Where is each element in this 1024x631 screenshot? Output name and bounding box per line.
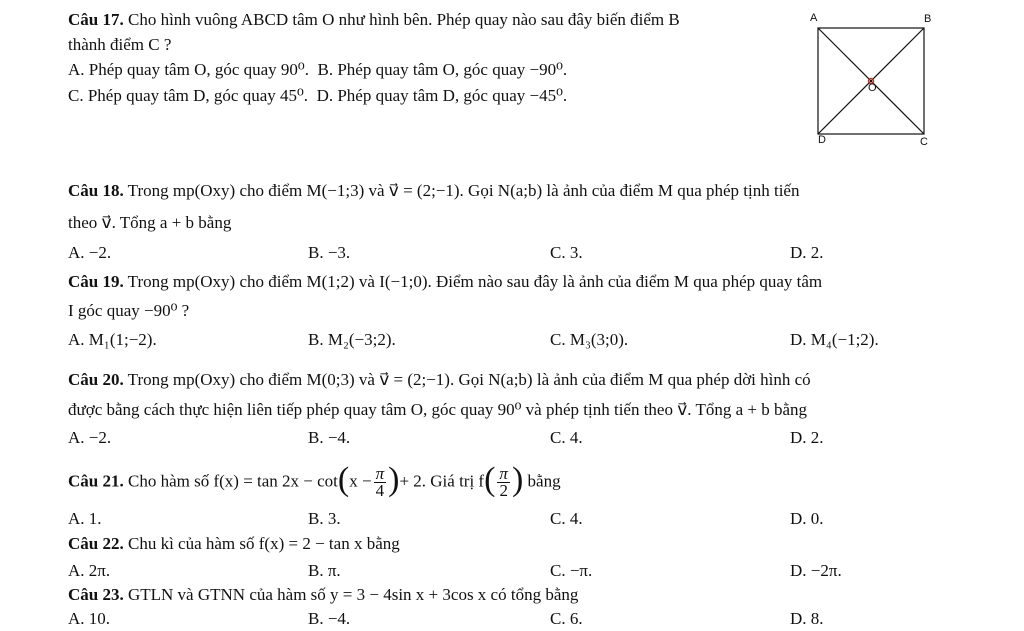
- q17-option-b: B. Phép quay tâm O, góc quay −90⁰.: [317, 60, 568, 79]
- q20-options: [68, 428, 968, 448]
- q21-pre: Cho hàm số f(x) = tan 2x − cot: [123, 471, 338, 491]
- q19-text1: Trong mp(Oxy) cho điểm M(1;2) và I(−1;0). Điểm nào sau đây là ảnh của điểm M qua phép quay tâm: [123, 272, 823, 291]
- q22-option-a: A. 2π.: [68, 561, 111, 580]
- center-label-o: O: [868, 82, 877, 94]
- q17-option-c: C. Phép quay tâm D, góc quay 45⁰.: [68, 86, 309, 105]
- q17-options-row2: [68, 86, 567, 106]
- q21-end: bằng: [527, 471, 561, 491]
- q21-option-a: A. 1.: [68, 509, 102, 528]
- q20-option-d: D. 2.: [790, 428, 824, 447]
- q18-text1: Trong mp(Oxy) cho điểm M(−1;3) và v⃗ = (2;−1). Gọi N(a;b) là ảnh của điểm M qua phép tịnh tiến: [123, 181, 800, 200]
- q22-option-c: C. −π.: [550, 561, 593, 580]
- q22-options: [68, 561, 968, 581]
- q22-option-d: D. −2π.: [790, 561, 842, 580]
- q22-option-b: B. π.: [308, 561, 341, 580]
- q17-line1: [68, 10, 680, 30]
- q18-option-d: D. 2.: [790, 243, 824, 262]
- q20-line1: [68, 370, 811, 390]
- vertex-label-c: C: [920, 136, 928, 148]
- q20-text1: Trong mp(Oxy) cho điểm M(0;3) và v⃗ = (2;−1). Gọi N(a;b) là ảnh của điểm M qua phép dời hình có: [123, 370, 811, 389]
- q17-line2: [68, 35, 171, 55]
- q18-option-c: C. 3.: [550, 243, 583, 262]
- q18-option-a: A. −2.: [68, 243, 112, 262]
- q23-option-c: C. 6.: [550, 609, 583, 628]
- q18-text2: theo v⃗. Tổng a + b bằng: [68, 213, 232, 232]
- square-figure: [808, 8, 948, 150]
- q22-label: Câu 22.: [68, 534, 124, 553]
- q17-label: Câu 17.: [68, 10, 124, 29]
- q21-inner: x −: [349, 471, 372, 491]
- q19-option-a: A. M₁(1;−2).: [68, 330, 157, 349]
- q17-option-d: D. Phép quay tâm D, góc quay −45⁰.: [316, 86, 568, 105]
- vertex-label-b: B: [924, 13, 932, 25]
- q17-text1: Cho hình vuông ABCD tâm O như hình bên. Phép quay nào sau đây biến điểm B: [123, 10, 680, 29]
- q19-option-d: D. M₄(−1;2).: [790, 330, 879, 349]
- q21-frac2-num: π: [499, 464, 508, 483]
- q21-frac2-den: 2: [499, 481, 508, 500]
- q23-text1: GTLN và GTNN của hàm số y = 3 − 4sin x + 3cos x có tổng bằng: [123, 585, 579, 604]
- q21-fraction-pi-over-4: [374, 466, 387, 499]
- q21-fraction-pi-over-2: [497, 466, 510, 499]
- q18-label: Câu 18.: [68, 181, 124, 200]
- q23-option-a: A. 10.: [68, 609, 111, 628]
- q19-label: Câu 19.: [68, 272, 124, 291]
- q23-label: Câu 23.: [68, 585, 124, 604]
- q20-line2: [68, 400, 807, 420]
- q21-label: Câu 21.: [68, 471, 124, 491]
- q20-option-c: C. 4.: [550, 428, 583, 447]
- q21-option-b: B. 3.: [308, 509, 341, 528]
- q18-line1: [68, 181, 799, 201]
- q20-label: Câu 20.: [68, 370, 124, 389]
- q21-frac1-num: π: [375, 464, 385, 483]
- q19-options: [68, 330, 968, 350]
- q21-frac1-den: 4: [375, 481, 385, 500]
- q21-option-d: D. 0.: [790, 509, 824, 528]
- q19-line2: [68, 301, 189, 321]
- q23-option-d: D. 8.: [790, 609, 824, 628]
- q19-text2: I góc quay −90⁰ ?: [68, 301, 190, 320]
- q17-option-a: A. Phép quay tâm O, góc quay 90⁰.: [68, 60, 309, 79]
- q21-option-c: C. 4.: [550, 509, 583, 528]
- q23-option-b: B. −4.: [308, 609, 351, 628]
- q20-text2: được bằng cách thực hiện liên tiếp phép quay tâm O, góc quay 90⁰ và phép tịnh tiến theo v⃗. Tổng a + b bằng: [68, 400, 808, 419]
- q20-option-a: A. −2.: [68, 428, 112, 447]
- q22-line1: [68, 534, 400, 554]
- q22-text1: Chu kì của hàm số f(x) = 2 − tan x bằng: [123, 534, 400, 553]
- square-diagram: [808, 8, 948, 150]
- q18-line2: [68, 213, 231, 233]
- q20-option-b: B. −4.: [308, 428, 351, 447]
- q21-line1: Câu 21. Cho hàm số f(x) = tan 2x − cot(x − $\frac{\pi}{4}$ )+ 2. Giá trị f( $\frac{\pi}{2}$ ) bằng: [68, 460, 561, 500]
- q23-options: [68, 609, 968, 629]
- q19-line1: [68, 272, 822, 292]
- q18-option-b: B. −3.: [308, 243, 351, 262]
- q18-options: [68, 243, 968, 263]
- q21-options: [68, 509, 968, 529]
- q21-post: + 2. Giá trị f: [399, 471, 485, 491]
- q17-text2: thành điểm C ?: [68, 35, 172, 54]
- q17-options-row1: [68, 60, 567, 80]
- q23-line1: [68, 585, 578, 605]
- vertex-label-d: D: [818, 134, 826, 146]
- q19-option-c: C. M₃(3;0).: [550, 330, 629, 349]
- q19-option-b: B. M₂(−3;2).: [308, 330, 396, 349]
- vertex-label-a: A: [810, 12, 818, 24]
